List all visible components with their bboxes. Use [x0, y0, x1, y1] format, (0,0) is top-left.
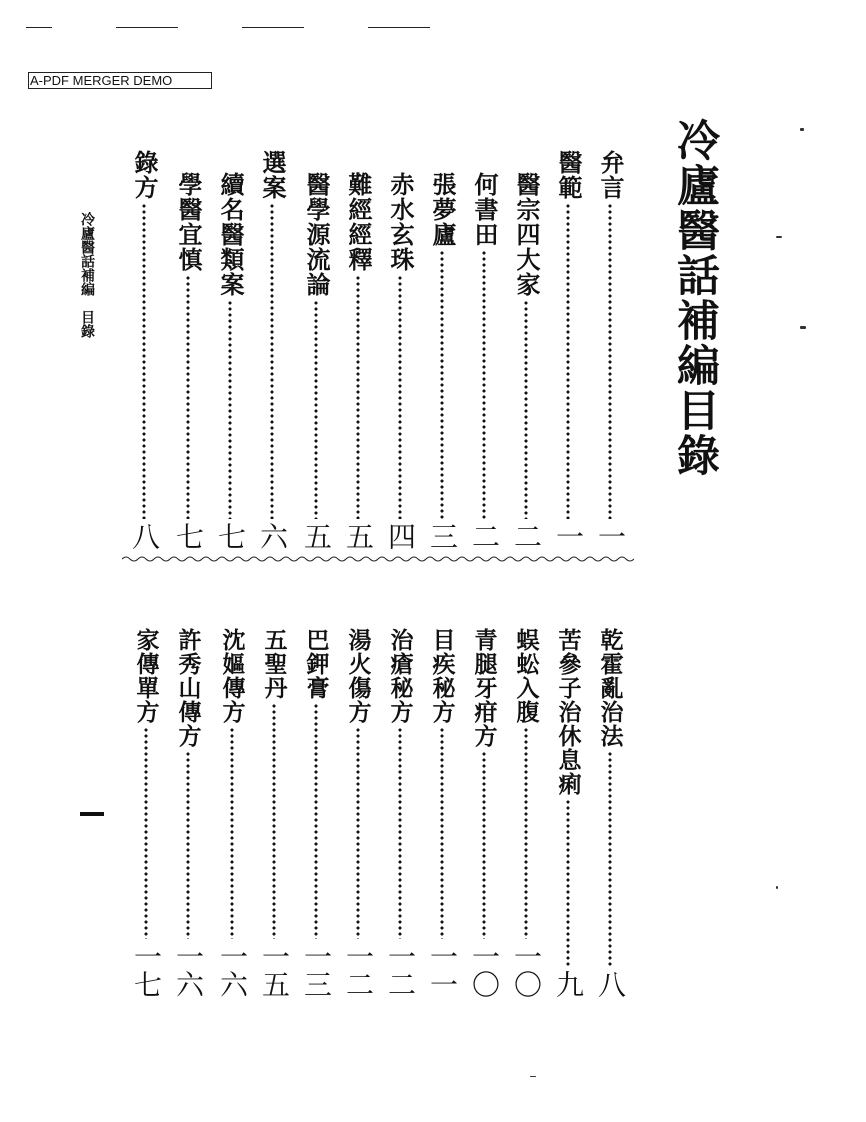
toc-entry-page: 一六 — [172, 942, 205, 998]
page-number — [80, 812, 104, 816]
toc-entry-title: 選案 — [258, 150, 287, 200]
dot-leader — [144, 727, 148, 939]
toc-entry-page: 八 — [128, 522, 161, 550]
toc-entry — [380, 628, 420, 998]
toc-entry-page: 四 — [384, 522, 417, 550]
toc-entry-title: 張夢廬 — [428, 172, 457, 247]
toc-entry — [168, 628, 208, 998]
toc-entry-page: 九 — [552, 970, 585, 998]
toc-entry-page: 六 — [256, 522, 289, 550]
dot-leader — [482, 751, 486, 939]
toc-entry-title: 巴鉀膏 — [302, 628, 330, 700]
toc-entry — [548, 628, 588, 998]
toc-entry-page: 七 — [214, 522, 247, 550]
dot-leader — [440, 250, 444, 519]
toc-entry — [464, 628, 504, 998]
toc-entry-page: 八 — [594, 970, 627, 998]
dot-leader — [272, 703, 276, 939]
scan-speck — [776, 236, 782, 238]
toc-entry-title: 苦參子治休息痢 — [554, 628, 582, 796]
dot-leader — [314, 300, 318, 519]
toc-entry — [212, 628, 252, 998]
toc-entry — [124, 150, 164, 550]
scan-speck — [776, 886, 778, 889]
toc-entry — [126, 628, 166, 998]
header-rule-2 — [116, 27, 178, 28]
toc-entry — [590, 628, 630, 998]
toc-entry-page: 一七 — [130, 942, 163, 998]
toc-entry-page: 三 — [426, 522, 459, 550]
scan-speck — [530, 1076, 536, 1077]
toc-entry-title: 治瘡秘方 — [386, 628, 414, 724]
toc-entry-title: 學醫宜慎 — [174, 172, 203, 272]
toc-entry-title: 醫範 — [554, 150, 583, 200]
toc-entry-page: 二 — [510, 522, 543, 550]
dot-leader — [524, 727, 528, 939]
scan-speck — [800, 128, 804, 131]
toc-entry-title: 錄方 — [130, 150, 159, 200]
toc-entry-title: 沈嫗傳方 — [218, 628, 246, 724]
dot-leader — [566, 799, 570, 967]
toc-entry — [254, 628, 294, 998]
toc-entry-title: 許秀山傳方 — [174, 628, 202, 748]
toc-entry-title: 難經經釋 — [344, 172, 373, 272]
toc-entry-page: 一六 — [216, 942, 249, 998]
toc-entry — [296, 628, 336, 998]
toc-entry — [506, 172, 546, 550]
toc-entry-page: 一〇 — [468, 942, 501, 998]
toc-entry — [422, 172, 462, 550]
toc-entry-page: 七 — [172, 522, 205, 550]
toc-entry-title: 何書田 — [470, 172, 499, 247]
toc-entry-title: 五聖丹 — [260, 628, 288, 700]
toc-entry-title: 目疾秘方 — [428, 628, 456, 724]
toc-entry-page: 一 — [552, 522, 585, 550]
toc-entry-page: 一二 — [342, 942, 375, 998]
toc-entry-title: 乾霍亂治法 — [596, 628, 624, 748]
header-rule-3 — [242, 27, 304, 28]
toc-entry-title: 赤水玄珠 — [386, 172, 415, 272]
header-rule-1 — [26, 27, 52, 28]
dot-leader — [142, 203, 146, 519]
dot-leader — [270, 203, 274, 519]
dot-leader — [566, 203, 570, 519]
toc-entry-page: 一二 — [384, 942, 417, 998]
dot-leader — [398, 727, 402, 939]
toc-entry-page: 一一 — [426, 942, 459, 998]
toc-entry — [590, 150, 630, 550]
toc-entry-page: 一五 — [258, 942, 291, 998]
toc-entry — [338, 628, 378, 998]
toc-entry-page: 一三 — [300, 942, 333, 998]
dot-leader — [228, 300, 232, 519]
scan-speck — [800, 326, 806, 329]
dot-leader — [482, 250, 486, 519]
toc-entry-title: 弁言 — [596, 150, 625, 200]
dot-leader — [440, 727, 444, 939]
dot-leader — [524, 300, 528, 519]
dot-leader — [608, 751, 612, 967]
toc-entry-page: 一〇 — [510, 942, 543, 998]
margin-label: 冷廬醫話補編 目錄 — [79, 212, 95, 338]
toc-entry — [380, 172, 420, 550]
toc-entry — [338, 172, 378, 550]
dot-leader — [230, 727, 234, 939]
dot-leader — [608, 203, 612, 519]
toc-entry — [252, 150, 292, 550]
toc-entry-title: 青腿牙疳方 — [470, 628, 498, 748]
toc-entry-title: 蜈蚣入腹 — [512, 628, 540, 724]
toc-entry — [210, 172, 250, 550]
toc-entry-page: 二 — [468, 522, 501, 550]
page-title: 冷廬醫話補編目錄 — [670, 118, 720, 478]
toc-entry — [422, 628, 462, 998]
toc-entry — [548, 150, 588, 550]
toc-entry — [296, 172, 336, 550]
toc-entry-title: 續名醫類案 — [216, 172, 245, 297]
watermark: A-PDF MERGER DEMO — [28, 72, 212, 89]
header-rule-4 — [368, 27, 430, 28]
dot-leader — [356, 727, 360, 939]
toc-entry — [168, 172, 208, 550]
section-divider — [122, 554, 634, 564]
toc-entry — [506, 628, 546, 998]
toc-entry-title: 湯火傷方 — [344, 628, 372, 724]
dot-leader — [356, 275, 360, 519]
toc-entry-page: 一 — [594, 522, 627, 550]
toc-entry-title: 醫學源流論 — [302, 172, 331, 297]
dot-leader — [186, 751, 190, 939]
toc-entry — [464, 172, 504, 550]
dot-leader — [186, 275, 190, 519]
toc-entry-page: 五 — [300, 522, 333, 550]
dot-leader — [314, 703, 318, 939]
dot-leader — [398, 275, 402, 519]
toc-entry-title: 醫宗四大家 — [512, 172, 541, 297]
toc-entry-page: 五 — [342, 522, 375, 550]
toc-entry-title: 家傳單方 — [132, 628, 160, 724]
